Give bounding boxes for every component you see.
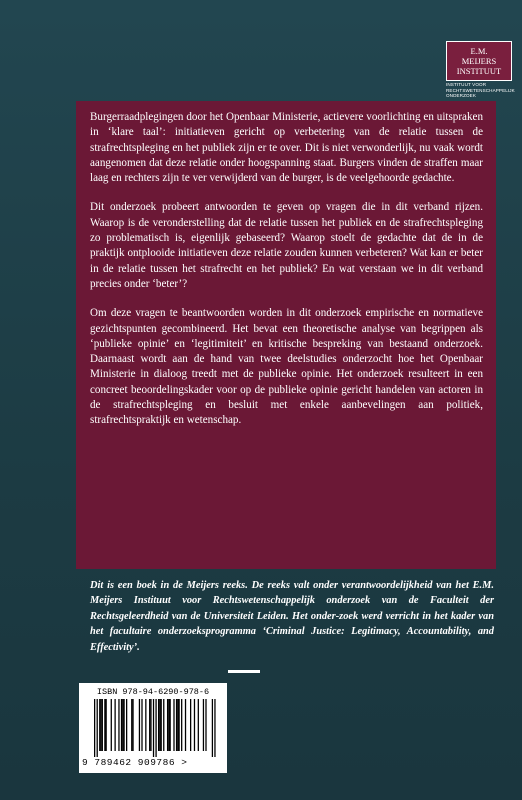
barcode-bar (121, 699, 122, 751)
barcode-bar (100, 699, 101, 751)
barcode-bar (94, 699, 95, 757)
logo-subtitle-line1: INSTITUUT VOOR (446, 82, 487, 87)
barcode-bar (131, 699, 132, 751)
barcode-bar (177, 699, 178, 751)
barcode-bar (181, 699, 182, 751)
barcode-bar (159, 699, 160, 751)
barcode-bar (114, 699, 115, 751)
barcode-bar (104, 699, 105, 751)
logo-name-line3: INSTITUUT (456, 66, 502, 76)
institute-logo (446, 41, 512, 81)
barcode-bar (173, 699, 174, 751)
logo-name-line1: E.M. (470, 46, 488, 56)
barcode-bar (178, 699, 179, 751)
barcode-bar (155, 699, 156, 757)
barcode-bar (198, 699, 199, 751)
barcode-bar (168, 699, 169, 751)
barcode-bar (163, 699, 164, 751)
barcode-bar (203, 699, 204, 751)
barcode-bar (106, 699, 107, 751)
barcode-bar (150, 699, 151, 751)
barcode-bar (145, 699, 146, 751)
barcode-label (79, 683, 227, 773)
barcode-bar (123, 699, 124, 751)
logo-name-line2: MEIJERS (461, 56, 497, 66)
barcode-bar (214, 699, 215, 757)
barcode-bar (176, 699, 177, 751)
barcode-bar (185, 699, 186, 751)
barcode-bar (170, 699, 171, 751)
barcode-bar (158, 699, 159, 751)
blurb-text (90, 110, 483, 443)
barcode-bar (126, 699, 127, 751)
barcode-bar (205, 699, 206, 751)
barcode-bar (111, 699, 112, 751)
barcode-bar (153, 699, 154, 757)
barcode-bar (167, 699, 168, 751)
barcode-bar (194, 699, 195, 751)
barcode-bar (99, 699, 100, 751)
barcode-digits: 9 789462 909786 > (82, 757, 188, 768)
divider-bar (228, 670, 260, 673)
blurb-paragraph-2: Dit onderzoek probeert antwoorden te geven op vragen die in dit verband rijzen. Waarop is de veronderstelling dat de relatie tussen het publiek en de strafrechtspleging zo problematisch is, eigenlijk gebaseerd? Waarop stoelt de gedachte dat de in de praktijk ontplooide initiatieven deze relatie zouden kunnen verbeteren? Wat kan er beter in de relatie tussen het strafrecht en het publiek? En wat verstaan we in dit verband precies onder ‘beter’? (90, 201, 483, 290)
isbn-text: ISBN 978-94-6290-978-6 (96, 687, 210, 697)
barcode-bar (122, 699, 123, 751)
barcode-bar (212, 699, 213, 757)
barcode-bar (141, 699, 142, 751)
barcode-bars (84, 699, 222, 757)
barcode-bar (149, 699, 150, 751)
logo-subtitle-line2: RECHTSWETENSCHAPPELIJK (446, 87, 515, 93)
series-note: Dit is een boek in de Meijers reeks. De reeks valt onder verantwoordelijkheid van het E.M. Meijers Instituut voor Rechtswetenschappelijk onderzoek van de Faculteit der Rechtsgeleerdheid van de Universiteit Leiden. Het onder-zoek werd verricht in het kader van het facultaire onderzoeksprogramma ‘Criminal Justice: Legitimacy, Accountability, and Effectivity’. (90, 580, 494, 653)
barcode-bar (118, 699, 119, 751)
blurb-paragraph-3: Om deze vragen te beantwoorden worden in dit onderzoek empirische en normatieve gezichtspunten gecombineerd. Het bevat een theoretische analyse van begrippen als ‘publieke opinie’ en ‘legitimiteit’ en kritische bespreking van bestaand onderzoek. Daarnaast wordt aan de hand van twee deelstudies onderzocht hoe het Openbaar Ministerie in dialoog treedt met de publieke opinie. Het onderzoek resulteert in een concreet beoordelingskader voor op de publieke opinie gericht handelen van actoren in de strafrechtspleging en besluit met enkele aanbevelingen aan politiek, strafrechtspraktijk en wetenschap. (90, 307, 483, 427)
barcode-bar (139, 699, 140, 751)
blurb-paragraph-1: Burgerraadplegingen door het Openbaar Ministerie, actievere voorlichting en uitspraken in ‘klare taal’: initiatieven gericht op verbetering van de relatie tussen de strafrechtspleging en het publiek zijn er te over. Dit is niet verwonderlijk, nu vaak wordt aangenomen dat deze relatie onder hoogspanning staat. Burgers vinden de straffen maar laag en rechters zijn te ver verwijderd van de burger, is de veelgehoorde gedachte. (90, 111, 483, 185)
logo-subtitle (446, 82, 514, 99)
barcode-bar (161, 699, 162, 751)
logo-subtitle-line3: ONDERZOEK (446, 93, 476, 99)
barcode-bar (132, 699, 133, 751)
barcode-bar (97, 699, 98, 757)
barcode-bar (190, 699, 191, 751)
barcode-bar (102, 699, 103, 751)
